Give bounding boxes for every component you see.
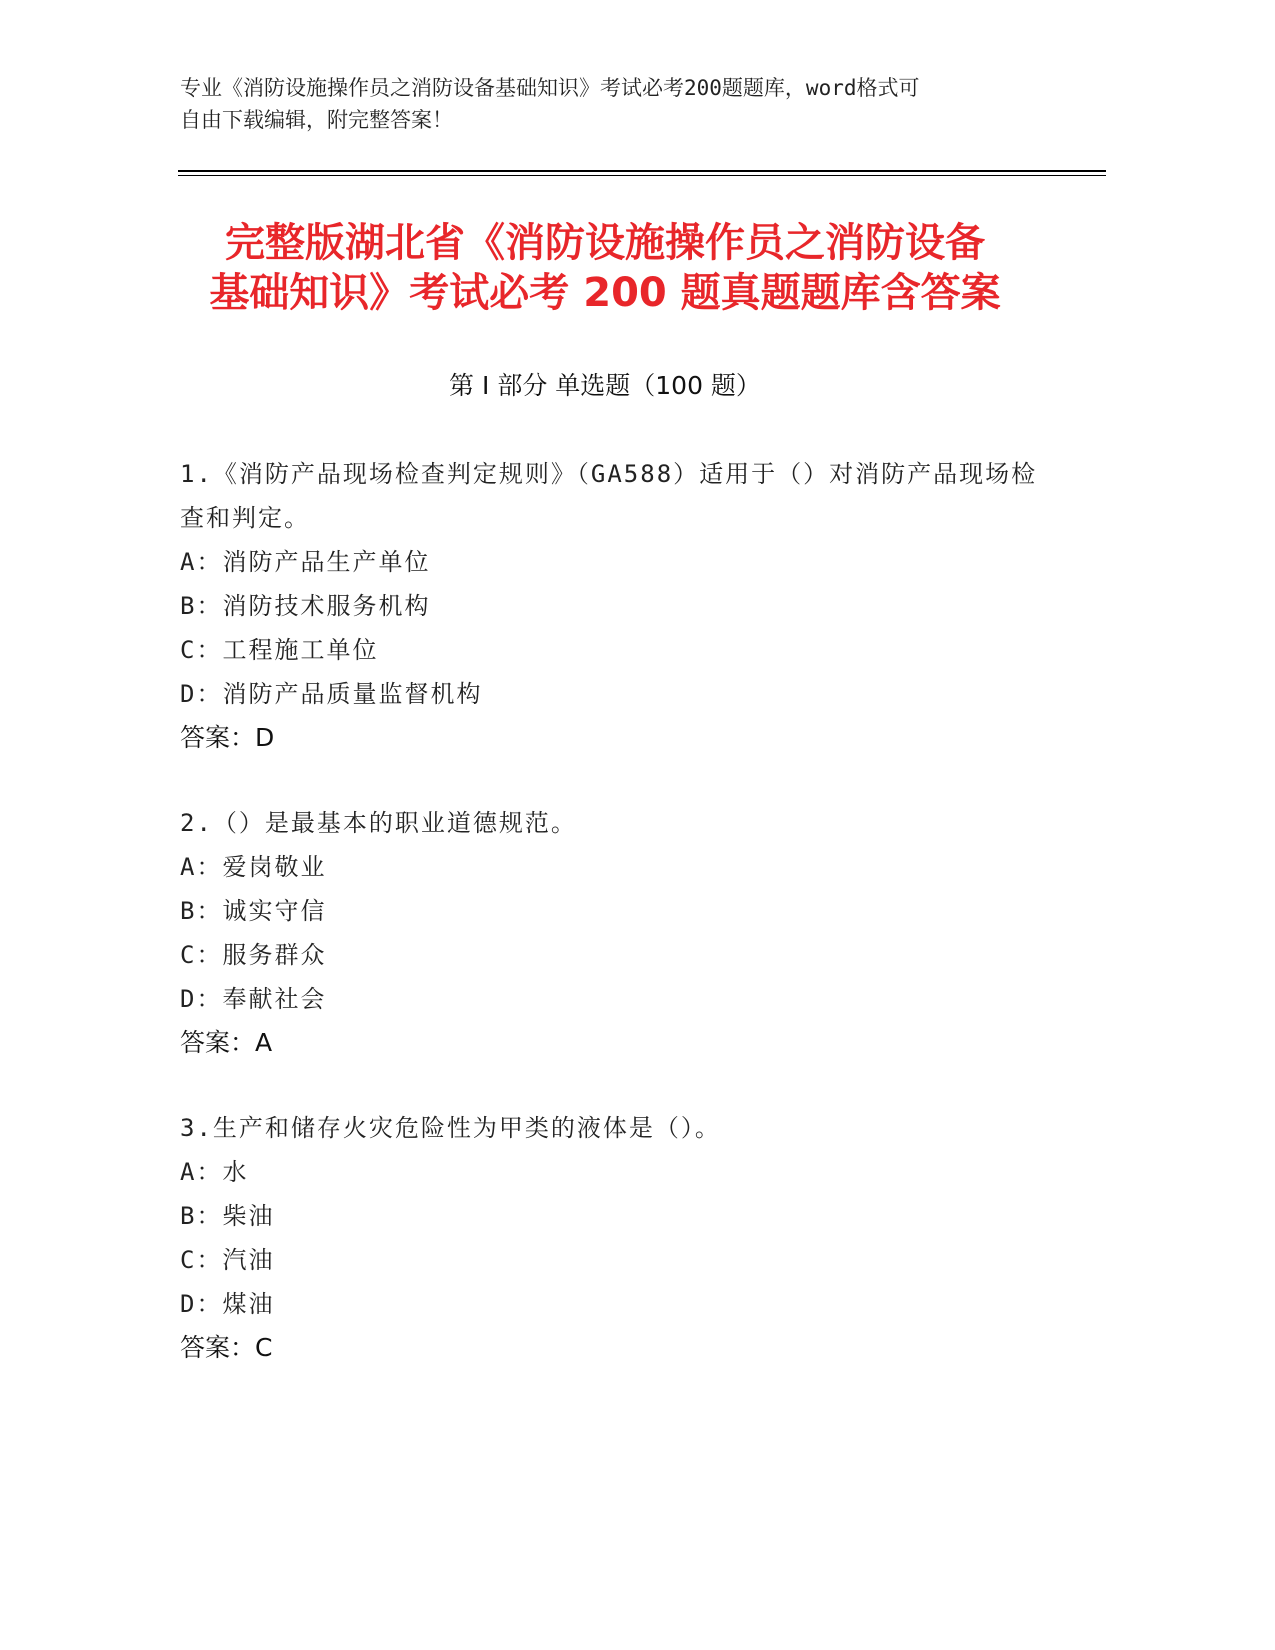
header-note-line-2: 自由下载编辑，附完整答案！ [180, 108, 453, 132]
option-a: A：爱岗敬业 [180, 853, 327, 881]
question-stem: 3.生产和储存火灾危险性为甲类的液体是（）。 [180, 1114, 721, 1142]
header-note [180, 72, 1040, 136]
document-title-line-1: 完整版湖北省《消防设施操作员之消防设备 [225, 220, 985, 266]
question-stem: 1.《消防产品现场检查判定规则》（GA588）适用于（）对消防产品现场检查和判定。 [180, 460, 1038, 532]
answer: 答案：C [180, 1333, 273, 1362]
question-2 [180, 801, 1060, 1065]
header-divider-thick [178, 170, 1106, 172]
option-a: A：消防产品生产单位 [180, 548, 431, 576]
option-b: B：诚实守信 [180, 897, 327, 925]
section-title: 第 I 部分 单选题（100 题） [449, 371, 761, 400]
question-stem: 2.（）是最基本的职业道德规范。 [180, 809, 577, 837]
option-d: D：煤油 [180, 1290, 275, 1318]
option-d: D：奉献社会 [180, 985, 327, 1013]
document-title [150, 218, 1060, 318]
option-c: C：服务群众 [180, 941, 327, 969]
option-c: C：汽油 [180, 1246, 275, 1274]
option-d: D：消防产品质量监督机构 [180, 680, 483, 708]
header-divider-thin [178, 175, 1106, 176]
answer: 答案：D [180, 723, 275, 752]
option-a: A：水 [180, 1158, 249, 1186]
option-b: B：消防技术服务机构 [180, 592, 431, 620]
question-1 [180, 452, 1060, 760]
option-c: C：工程施工单位 [180, 636, 379, 664]
header-note-line-1: 专业《消防设施操作员之消防设备基础知识》考试必考200题题库，word格式可 [180, 76, 920, 100]
question-3 [180, 1106, 1060, 1370]
document-title-line-2: 基础知识》考试必考 200 题真题题库含答案 [209, 270, 1001, 316]
option-b: B：柴油 [180, 1202, 275, 1230]
answer: 答案：A [180, 1028, 273, 1057]
